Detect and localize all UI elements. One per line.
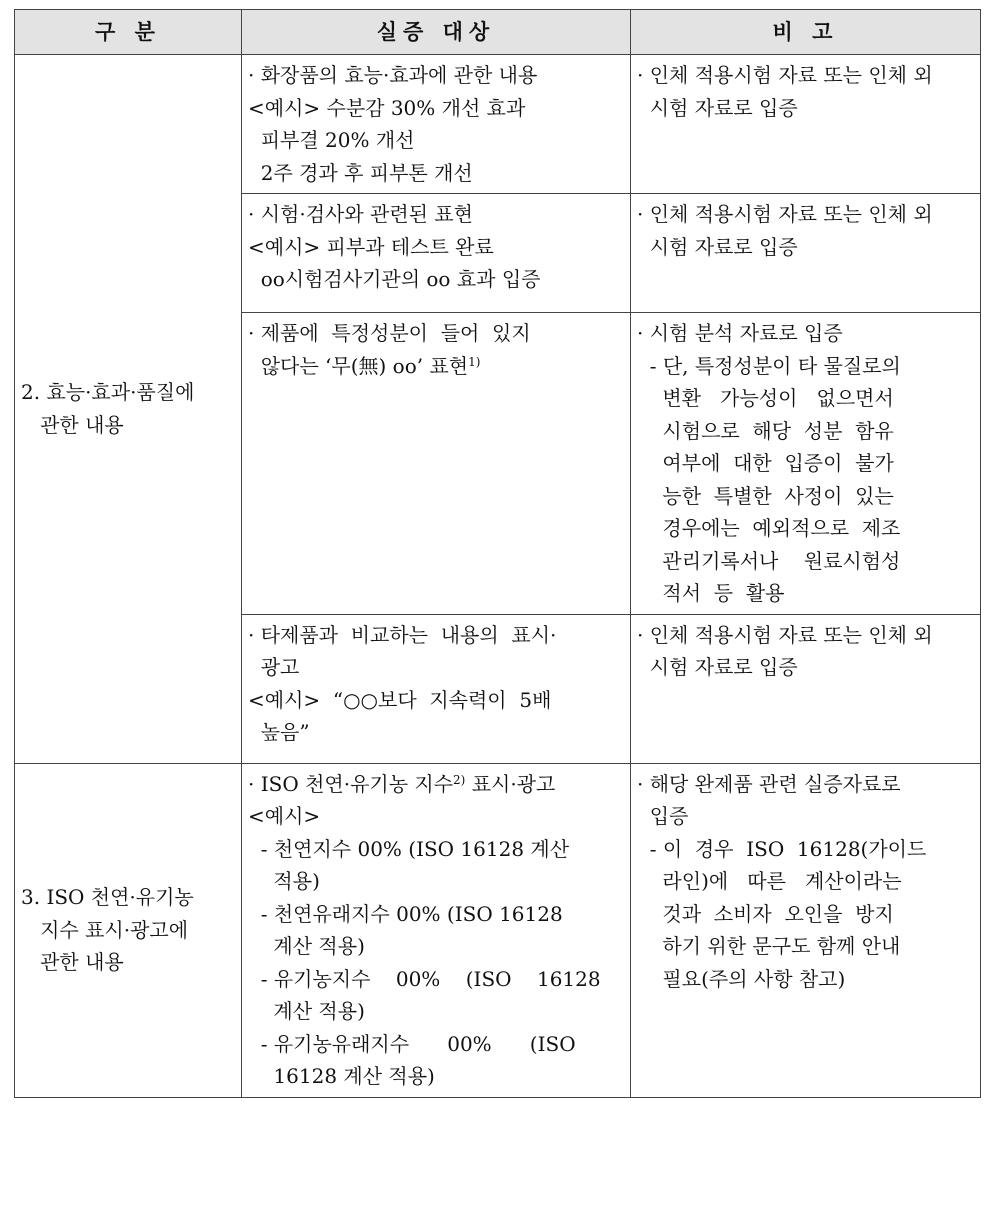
target-line: <예시> — [248, 804, 321, 828]
note-line: 입증 — [637, 804, 689, 828]
note-line: 변환 가능성이 없으면서 — [637, 386, 894, 410]
note-line: · 시험 분석 자료로 입증 — [637, 321, 843, 345]
note-line: 시험 자료로 입증 — [637, 655, 798, 679]
target-line: oo시험검사기관의 oo 효과 입증 — [248, 267, 541, 291]
header-category: 구 분 — [15, 10, 242, 55]
target-line: · 시험·검사와 관련된 표현 — [248, 202, 473, 226]
target-cell — [242, 614, 631, 763]
substantiation-table — [14, 9, 981, 1098]
target-line: 계산 적용) — [248, 934, 365, 958]
note-line: · 인체 적용시험 자료 또는 인체 외 — [637, 202, 933, 226]
target-line: 높음” — [248, 720, 310, 744]
target-cell — [242, 55, 631, 194]
target-cell — [242, 194, 631, 313]
target-cell — [242, 313, 631, 615]
table-row — [15, 763, 981, 1097]
header-target: 실증 대상 — [242, 10, 631, 55]
footnote-mark: 2) — [453, 772, 466, 787]
header-row — [15, 10, 981, 55]
category-line: 관한 내용 — [21, 412, 124, 437]
target-line: - 천연지수 00% (ISO 16128 계산 — [248, 836, 570, 861]
note-line: · 인체 적용시험 자료 또는 인체 외 — [637, 63, 933, 87]
target-text: 않다는 ‘무(無) oo’ 표현 — [248, 353, 469, 378]
note-line: · 인체 적용시험 자료 또는 인체 외 — [637, 622, 933, 647]
category-cell-iso — [15, 763, 242, 1097]
target-line: - 유기농유래지수 00% (ISO — [248, 1031, 576, 1056]
note-line: 시험 자료로 입증 — [637, 95, 798, 120]
note-line: 능한 특별한 사정이 있는 — [637, 483, 894, 508]
target-line: · 타제품과 비교하는 내용의 표시· — [248, 622, 557, 647]
note-cell — [631, 55, 981, 194]
category-line: 지수 표시·광고에 — [21, 917, 189, 942]
category-line: 3. ISO 천연·유기농 — [21, 885, 194, 910]
note-cell — [631, 313, 981, 615]
target-cell — [242, 763, 631, 1097]
note-line: 시험으로 해당 성분 함유 — [637, 418, 894, 443]
target-line — [248, 350, 624, 383]
note-line: 경우에는 예외적으로 제조 — [637, 516, 901, 540]
target-text: 표시·광고 — [465, 771, 556, 796]
note-line: 여부에 대한 입증이 불가 — [637, 451, 894, 475]
target-line — [248, 768, 624, 801]
target-text: · ISO 천연·유기농 지수 — [248, 771, 454, 796]
target-line: - 천연유래지수 00% (ISO 16128 — [248, 901, 563, 926]
note-cell — [631, 194, 981, 313]
note-line: 필요(주의 사항 참고) — [637, 966, 846, 991]
note-line: 것과 소비자 오인을 방지 — [637, 901, 894, 926]
note-cell — [631, 763, 981, 1097]
note-line: 관리기록서나 원료시험성 — [637, 548, 901, 573]
target-line: 16128 계산 적용) — [248, 1064, 435, 1088]
category-line: 관한 내용 — [21, 950, 124, 975]
target-line: <예시> 피부과 테스트 완료 — [248, 234, 494, 259]
note-line: - 단, 특정성분이 타 물질로의 — [637, 353, 901, 378]
note-line: - 이 경우 ISO 16128(가이드 — [637, 836, 927, 861]
note-line: 하기 위한 문구도 함께 안내 — [637, 934, 901, 958]
note-line: 시험 자료로 입증 — [637, 234, 798, 259]
target-line: · 제품에 특정성분이 들어 있지 — [248, 321, 531, 345]
target-line: 적용) — [248, 869, 320, 893]
target-line: 계산 적용) — [248, 999, 365, 1023]
target-line: <예시> 수분감 30% 개선 효과 — [248, 95, 526, 120]
target-line: - 유기농지수 00% (ISO 16128 — [248, 966, 601, 991]
note-line: 라인)에 따른 계산이라는 — [637, 869, 902, 893]
table-row — [15, 55, 981, 194]
header-note: 비 고 — [631, 10, 981, 55]
target-line: 피부결 20% 개선 — [248, 128, 415, 152]
note-line: · 해당 완제품 관련 실증자료로 — [637, 771, 901, 796]
note-cell — [631, 614, 981, 763]
footnote-mark: 1) — [468, 354, 481, 369]
target-line: · 화장품의 효능·효과에 관한 내용 — [248, 63, 538, 87]
target-line: <예시> “○○보다 지속력이 5배 — [248, 687, 552, 712]
note-line: 적서 등 활용 — [637, 581, 785, 605]
target-line: 2주 경과 후 피부톤 개선 — [248, 160, 473, 185]
category-line: 2. 효능·효과·품질에 — [21, 380, 195, 405]
target-line: 광고 — [248, 655, 300, 679]
category-cell-efficacy — [15, 55, 242, 764]
